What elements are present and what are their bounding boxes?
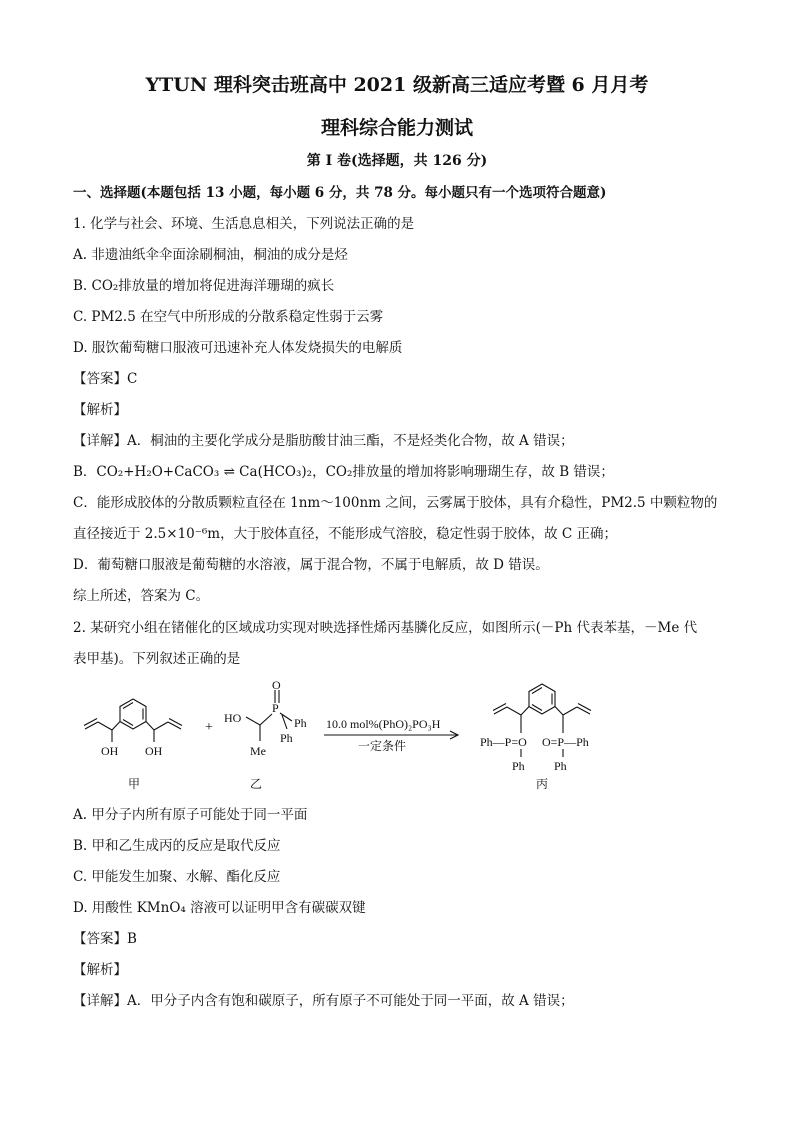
section-heading: 一、选择题(本题包括 13 小题，每小题 6 分，共 78 分。每小题只有一个选项符合题意) <box>73 185 607 201</box>
q1-option-a: A. 非遗油纸伞伞面涂刷桐油，桐油的成分是烃 <box>73 247 348 263</box>
bing-benzene-ring <box>529 684 555 714</box>
q1-detail-d: D．葡萄糖口服液是葡萄糖的水溶液，属于混合物，不属于电解质，故 D 错误。 <box>73 557 549 573</box>
bing-ph-bottom-right: Ph <box>554 759 567 773</box>
q1-option-b: B. CO₂排放量的增加将促进海洋珊瑚的疯长 <box>73 278 335 294</box>
q2-option-c: C. 甲能发生加聚、水解、酯化反应 <box>73 869 281 885</box>
yi-o: O <box>272 678 281 692</box>
label-jia: 甲 <box>128 777 141 791</box>
q1-detail-c1: C．能形成胶体的分散质颗粒直径在 1nm～100nm 之间，云雾属于胶体，具有介稳性，PM2.5 中颗粒物的 <box>73 495 718 511</box>
bing-o-p-ph-right: O=P—Ph <box>542 735 589 749</box>
q1-summary: 综上所述，答案为 C。 <box>73 588 210 604</box>
q1-analysis: 【解析】 <box>73 402 127 418</box>
q1-detail-b: B．CO₂+H₂O+CaCO₃ ⇌ Ca(HCO₃)₂，CO₂排放量的增加将影响珊瑚生存，故 B 错误； <box>73 464 614 480</box>
part-title: 第 I 卷(选择题，共 126 分) <box>306 153 488 169</box>
bing-ph-bottom-left: Ph <box>512 759 525 773</box>
label-bing: 丙 <box>536 777 549 791</box>
q2-answer: 【答案】B <box>73 931 137 947</box>
reaction-reagent: 10.0 mol%(PhO)₂PO₃H <box>326 717 441 731</box>
q2-stem-line1: 2. 某研究小组在锗催化的区域成功实现对映选择性烯丙基膦化反应，如图所示(－Ph 代表苯基，－Me 代 <box>73 620 698 636</box>
bing-ph-p-o-left: Ph—P=O <box>480 735 527 749</box>
q1-stem: 1. 化学与社会、环境、生活息息相关，下列说法正确的是 <box>73 216 415 232</box>
exam-title: YTUN 理科突击班高中 2021 级新高三适应考暨 6 月月考 <box>145 74 649 96</box>
yi-ph1: Ph <box>294 716 307 730</box>
q2-analysis: 【解析】 <box>73 962 127 978</box>
plus-sign: + <box>205 720 213 735</box>
yi-ph2: Ph <box>280 731 293 745</box>
yi-ho: HO <box>224 711 242 725</box>
q2-detail-a: 【详解】A．甲分子内含有饱和碳原子，所有原子不可能处于同一平面，故 A 错误； <box>73 993 574 1009</box>
jia-oh-right: OH <box>145 744 163 758</box>
q1-option-d: D. 服饮葡萄糖口服液可迅速补充人体发烧损失的电解质 <box>73 340 403 356</box>
exam-subtitle: 理科综合能力测试 <box>320 117 473 139</box>
reaction-diagram <box>70 678 730 798</box>
yi-me: Me <box>250 744 266 758</box>
jia-oh-left: OH <box>101 744 119 758</box>
q1-option-c: C. PM2.5 在空气中所形成的分散系稳定性弱于云雾 <box>73 309 384 325</box>
label-yi: 乙 <box>250 777 263 791</box>
yi-p: P <box>272 701 279 715</box>
q2-option-a: A. 甲分子内所有原子可能处于同一平面 <box>73 807 308 823</box>
q2-option-d: D. 用酸性 KMnO₄ 溶液可以证明甲含有碳碳双键 <box>73 900 366 916</box>
q1-answer: 【答案】C <box>73 371 138 387</box>
q2-stem-line2: 表甲基)。下列叙述正确的是 <box>73 651 241 667</box>
q1-detail-a: 【详解】A．桐油的主要化学成分是脂肪酸甘油三酯，不是烃类化合物，故 A 错误； <box>73 433 574 449</box>
jia-benzene-ring <box>120 699 146 729</box>
reaction-condition: 一定条件 <box>358 739 407 753</box>
q2-option-b: B. 甲和乙生成丙的反应是取代反应 <box>73 838 281 854</box>
q1-detail-c2: 直径接近于 2.5×10⁻⁶m，大于胶体直径，不能形成气溶胶，稳定性弱于胶体，故 C 正确； <box>73 526 618 542</box>
